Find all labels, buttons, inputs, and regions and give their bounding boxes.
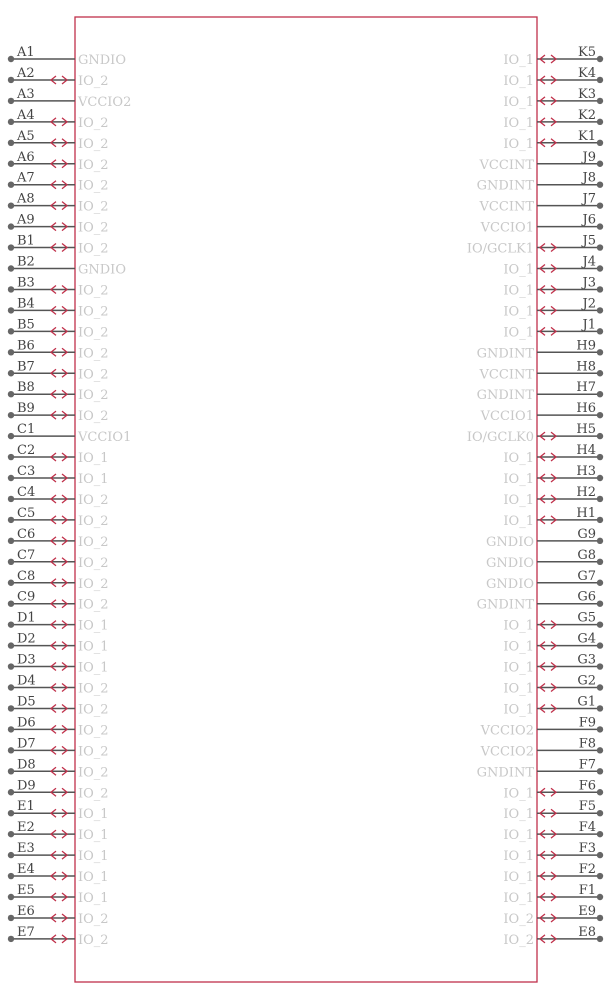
pin-terminal [8,915,14,921]
pin-terminal [597,140,603,146]
pin-number: K1 [578,128,596,144]
pin-terminal [597,580,603,586]
pin-number: D5 [17,694,36,710]
pin-number: H4 [576,443,596,459]
pin-signal-name: GNDINT [476,388,534,404]
pin-signal-name: IO_1 [503,53,534,68]
pin-number: K3 [578,86,596,102]
pin-number: A8 [17,191,35,207]
pin-number: D7 [17,736,36,752]
pin-terminal [8,768,14,774]
pin-number: G1 [577,694,596,710]
pin-signal-name: IO_1 [503,136,534,152]
pin-signal-name: IO_2 [78,367,109,383]
pin-signal-name: IO_1 [503,472,534,487]
pin-number: B9 [17,401,35,417]
pin-signal-name: IO_2 [78,346,109,362]
pin-number: F4 [578,820,596,836]
pin-signal-name: IO_1 [78,472,109,487]
pin-terminal [597,98,603,104]
pin-number: B5 [17,317,35,333]
pin-terminal [597,202,603,208]
pin-signal-name: IO_1 [78,870,109,886]
pin-signal-name: IO_1 [503,283,534,299]
pin-signal-name: IO_2 [78,744,109,760]
pin-signal-name: IO_2 [78,555,109,571]
pin-number: C5 [17,505,36,521]
pin-number: E5 [17,883,35,898]
pin-terminal [597,747,603,753]
pin-number: E2 [17,820,35,836]
pin-terminal [597,56,603,62]
pin-terminal [8,873,14,879]
pin-number: A5 [17,128,35,144]
pin-number: G6 [577,589,596,605]
pin-signal-name: IO_2 [78,786,109,802]
pin-number: F7 [578,757,596,773]
pin-signal-name: IO_1 [503,681,534,697]
pin-number: J5 [582,233,596,249]
pin-signal-name: GNDIO [78,262,126,278]
pin-number: G5 [577,610,596,626]
pin-terminal [597,454,603,460]
pin-signal-name: IO_2 [78,576,109,592]
pin-terminal [8,77,14,83]
pin-signal-name: VCCINT [479,367,534,383]
pin-signal-name: IO_2 [78,115,109,131]
pin-number: A4 [17,107,35,123]
pin-terminal [597,412,603,418]
pin-signal-name: IO_1 [503,660,534,676]
pin-number: J9 [582,149,596,165]
pin-number: J6 [582,212,596,228]
pin-terminal [8,328,14,334]
pin-terminal [8,559,14,565]
pin-number: D6 [17,715,36,731]
pin-number: D4 [17,673,36,689]
pin-terminal [597,286,603,292]
pin-terminal [8,663,14,669]
pin-number: H3 [576,464,596,479]
pin-terminal [8,433,14,439]
pin-terminal [597,852,603,858]
pin-number: H2 [576,484,596,500]
pin-number: H9 [576,338,596,354]
pin-terminal [597,307,603,313]
pin-number: A3 [17,86,35,102]
pin-terminal [597,915,603,921]
pin-number: G9 [577,526,596,542]
pin-signal-name: VCCINT [479,199,534,215]
pin-number: C3 [17,464,36,479]
pin-number: A1 [17,45,35,60]
pin-number: C1 [17,422,36,438]
pin-signal-name: IO/GCLK1 [466,241,534,257]
pin-number: C7 [17,547,36,563]
pin-signal-name: IO_1 [503,304,534,320]
pin-terminal [8,140,14,146]
pin-terminal [8,202,14,208]
pin-terminal [597,328,603,334]
pin-number: H8 [576,359,596,375]
pin-signal-name: IO_1 [503,807,534,823]
pin-terminal [8,475,14,481]
pin-number: F8 [578,736,596,752]
pin-signal-name: IO_1 [503,849,534,865]
component-body [75,17,537,982]
pin-terminal [8,391,14,397]
pin-terminal [8,831,14,837]
pin-number: C8 [17,568,36,584]
pin-terminal [597,349,603,355]
pin-signal-name: IO_1 [78,828,109,844]
pin-terminal [8,810,14,816]
pin-signal-name: IO_1 [503,828,534,844]
pin-number: H1 [576,505,596,521]
pin-signal-name: IO_2 [78,409,109,425]
pin-number: E1 [17,799,35,815]
pin-terminal [8,56,14,62]
pin-number: J8 [582,170,596,186]
pin-signal-name: IO_1 [503,618,534,634]
pin-number: J1 [582,317,596,333]
pin-terminal [597,517,603,523]
pin-signal-name: IO_2 [78,513,109,529]
pin-terminal [597,119,603,125]
pin-number: G3 [577,652,596,668]
pin-signal-name: IO_1 [503,115,534,131]
pin-signal-name: GNDINT [476,346,534,362]
pin-number: B7 [17,359,35,375]
pin-terminal [8,370,14,376]
pin-signal-name: GNDIO [78,53,126,68]
pin-terminal [8,726,14,732]
pin-signal-name: IO_1 [503,891,534,906]
pin-signal-name: IO_1 [78,891,109,906]
pin-signal-name: IO_1 [503,451,534,467]
pin-number: G7 [577,568,596,584]
pin-signal-name: IO_2 [78,304,109,320]
pin-terminal [8,244,14,250]
pin-terminal [597,370,603,376]
pin-number: H6 [576,401,596,417]
pin-number: F9 [578,715,596,731]
pin-terminal [8,265,14,271]
pin-number: E3 [17,841,35,857]
pin-signal-name: IO_2 [78,681,109,697]
pin-signal-name: VCCIO1 [78,430,132,446]
pin-number: G8 [577,547,596,563]
pin-terminal [8,454,14,460]
pin-signal-name: IO_1 [78,807,109,823]
pin-number: F5 [578,799,596,815]
pin-number: D3 [17,652,36,668]
pin-terminal [8,580,14,586]
pin-signal-name: IO_2 [78,178,109,194]
pin-number: E9 [578,903,596,919]
pin-terminal [597,391,603,397]
pin-signal-name: IO_1 [503,639,534,655]
pin-number: B2 [17,254,35,270]
pin-terminal [597,789,603,795]
pin-number: G2 [577,673,596,689]
pin-terminal [597,265,603,271]
pin-terminal [597,894,603,900]
pin-number: F3 [578,841,596,857]
pin-signal-name: IO_1 [503,786,534,802]
pin-terminal [597,538,603,544]
pin-number: J4 [582,254,596,270]
pin-signal-name: IO_1 [78,639,109,655]
pin-signal-name: IO_1 [503,262,534,278]
pin-terminal [597,936,603,942]
pin-terminal [8,936,14,942]
pin-number: C4 [17,484,36,500]
pin-number: A2 [17,65,35,81]
pin-signal-name: IO_1 [503,513,534,529]
pin-signal-name: GNDIO [486,555,534,571]
pin-terminal [8,684,14,690]
pin-signal-name: IO_2 [78,492,109,508]
pin-terminal [597,810,603,816]
pin-signal-name: IO_2 [78,220,109,236]
pin-number: D2 [17,631,36,647]
pin-signal-name: IO_1 [503,870,534,886]
pin-number: H5 [576,422,596,438]
pin-terminal [597,161,603,167]
pin-number: B4 [17,296,35,312]
pin-number: K2 [578,107,596,123]
pin-number: A7 [17,170,35,186]
pin-signal-name: IO_2 [78,136,109,152]
pin-signal-name: IO_2 [78,241,109,257]
pin-signal-name: IO_2 [78,597,109,613]
pin-signal-name: IO_2 [78,702,109,718]
pin-signal-name: IO_2 [78,283,109,299]
pin-number: A9 [17,212,35,228]
pin-number: C6 [17,526,36,542]
pin-terminal [8,349,14,355]
pin-terminal [8,182,14,188]
pin-signal-name: IO_2 [78,723,109,739]
pin-signal-name: VCCINT [479,157,534,173]
pin-number: F2 [578,862,596,878]
pin-number: B1 [17,233,35,249]
pin-signal-name: IO_2 [78,534,109,550]
pin-terminal [597,182,603,188]
pin-terminal [8,161,14,167]
pin-number: B6 [17,338,35,354]
pin-number: E7 [17,924,35,940]
pin-signal-name: IO/GCLK0 [466,430,534,446]
pin-signal-name: IO_1 [78,849,109,865]
pin-number: E6 [17,903,35,919]
pin-terminal [8,538,14,544]
pin-signal-name: IO_2 [78,932,109,948]
pin-terminal [8,894,14,900]
pin-number: K4 [578,65,596,81]
pin-terminal [597,559,603,565]
pin-terminal [597,433,603,439]
pin-terminal [597,684,603,690]
pin-number: H7 [576,380,596,396]
pin-number: D8 [17,757,36,773]
pin-terminal [8,307,14,313]
pin-terminal [597,244,603,250]
pin-terminal [597,621,603,627]
pin-terminal [8,517,14,523]
pin-terminal [8,852,14,858]
pin-signal-name: GNDINT [476,178,534,194]
pin-signal-name: GNDINT [476,765,534,781]
pin-terminal [8,747,14,753]
pin-signal-name: IO_2 [78,388,109,404]
pin-number: G4 [577,631,596,647]
pin-number: J7 [582,191,596,207]
pin-number: J2 [582,296,596,312]
pin-terminal [597,726,603,732]
pin-signal-name: IO_2 [78,911,109,927]
pin-signal-name: IO_2 [78,157,109,173]
pin-signal-name: VCCIO1 [480,220,534,236]
pin-terminal [8,601,14,607]
pin-number: E8 [578,924,596,940]
pin-number: F6 [578,778,596,794]
pin-number: C2 [17,443,36,459]
pin-terminal [597,475,603,481]
pin-signal-name: VCCIO2 [78,94,132,110]
pin-signal-name: IO_2 [503,932,534,948]
pin-number: F1 [578,883,596,898]
pin-terminal [8,223,14,229]
pin-terminal [597,873,603,879]
pin-terminal [8,496,14,502]
pin-terminal [8,286,14,292]
pin-signal-name: GNDINT [476,597,534,613]
pin-signal-name: VCCIO2 [480,744,534,760]
pin-terminal [597,768,603,774]
pin-signal-name: IO_1 [503,492,534,508]
pin-number: C9 [17,589,36,605]
pin-signal-name: GNDIO [486,534,534,550]
pin-terminal [8,705,14,711]
pin-signal-name: IO_1 [503,702,534,718]
pin-signal-name: IO_2 [78,765,109,781]
pin-number: D1 [17,610,36,626]
pin-terminal [597,496,603,502]
pin-terminal [8,119,14,125]
pin-terminal [8,98,14,104]
pin-number: J3 [582,275,596,291]
pin-terminal [597,663,603,669]
pin-terminal [8,789,14,795]
pin-signal-name: IO_2 [78,199,109,215]
pin-terminal [597,831,603,837]
pin-signal-name: IO_1 [503,73,534,89]
pin-signal-name: IO_1 [503,94,534,110]
pin-signal-name: IO_1 [78,618,109,634]
pin-signal-name: VCCIO1 [480,409,534,425]
pin-signal-name: IO_2 [503,911,534,927]
pin-terminal [597,77,603,83]
pin-terminal [597,705,603,711]
pin-signal-name: IO_1 [78,660,109,676]
pin-signal-name: IO_1 [78,451,109,467]
pin-signal-name: GNDIO [486,576,534,592]
pin-terminal [597,642,603,648]
pin-number: B8 [17,380,35,396]
pin-signal-name: IO_2 [78,73,109,89]
pin-signal-name: IO_2 [78,325,109,341]
pin-terminal [597,223,603,229]
pin-number: K5 [578,45,596,60]
pin-number: E4 [17,862,35,878]
pin-terminal [8,621,14,627]
pin-number: D9 [17,778,36,794]
pin-terminal [8,412,14,418]
pin-terminal [8,642,14,648]
pin-number: A6 [17,149,35,165]
pin-number: B3 [17,275,35,291]
pin-signal-name: VCCIO2 [480,723,534,739]
pin-signal-name: IO_1 [503,325,534,341]
pin-terminal [597,601,603,607]
